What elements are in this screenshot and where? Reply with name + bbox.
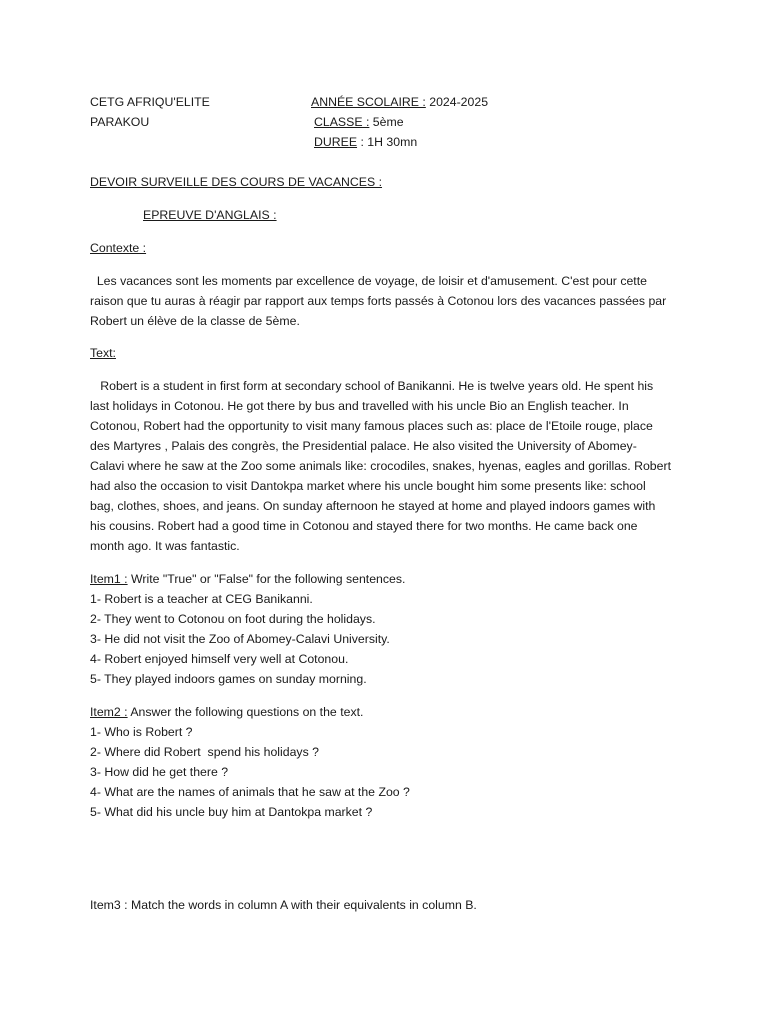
item2-question: 2- Where did Robert spend his holidays ? <box>90 745 319 759</box>
text-line: had also the occasion to visit Dantokpa market where his uncle bought him some presents like: school <box>90 479 646 493</box>
text-line: his cousins. Robert had a good time in Cotonou and stayed there for two months. He came back one <box>90 519 638 533</box>
class-info <box>314 112 404 132</box>
text-line: Calavi where he saw at the Zoo some animals like: crocodiles, snakes, hyenas, eagles and gorillas. Robert <box>90 459 671 473</box>
exam-title: DEVOIR SURVEILLE DES COURS DE VACANCES : <box>90 175 383 189</box>
item1-instruction-line <box>90 569 680 589</box>
item2-question: 5- What did his uncle buy him at Dantokpa market ? <box>90 805 373 819</box>
context-line: Les vacances sont les moments par excellence de voyage, de loisir et d'amusement. C'est pour cette <box>90 274 647 288</box>
item1-instruction: Write "True" or "False" for the following sentences. <box>127 572 406 586</box>
item1-sentence: 3- He did not visit the Zoo of Abomey-Calavi University. <box>90 632 390 646</box>
school-year-value: 2024-2025 <box>425 95 489 109</box>
text-line: last holidays in Cotonou. He got there by bus and travelled with his uncle Bio an English teacher. In <box>90 399 629 413</box>
exam-subtitle: EPREUVE D'ANGLAIS : <box>143 208 277 222</box>
context-heading: Contexte : <box>90 241 147 255</box>
class-label: CLASSE : <box>314 115 370 129</box>
item2-instruction-line <box>90 702 680 722</box>
item2-label: Item2 : <box>90 705 128 719</box>
text-line: bag, clothes, shoes, and jeans. On sunday afternoon he stayed at home and played indoors games with <box>90 499 656 513</box>
item2-question: 4- What are the names of animals that he saw at the Zoo ? <box>90 785 410 799</box>
item1-sentence: 2- They went to Cotonou on foot during the holidays. <box>90 612 376 626</box>
text-line: Cotonou, Robert had the opportunity to visit many famous places such as: place de l'Etoile rouge, place <box>90 419 653 433</box>
text-heading: Text: <box>90 346 116 360</box>
school-name: CETG AFRIQU'ELITE <box>90 95 210 109</box>
item1-sentence: 1- Robert is a teacher at CEG Banikanni. <box>90 592 313 606</box>
item2-section <box>90 702 680 822</box>
school-year <box>311 92 488 112</box>
item2-question: 3- How did he get there ? <box>90 765 229 779</box>
school-year-label: ANNÉE SCOLAIRE : <box>311 95 426 109</box>
item1-section <box>90 569 680 689</box>
duration-label: DUREE <box>314 135 358 149</box>
text-line: Robert is a student in first form at secondary school of Banikanni. He is twelve years old. He spent his <box>90 379 654 393</box>
item1-label: Item1 : <box>90 572 128 586</box>
context-paragraph <box>90 271 680 331</box>
item2-instruction: Answer the following questions on the text. <box>127 705 364 719</box>
duration-info <box>314 132 417 152</box>
item1-sentence: 4- Robert enjoyed himself very well at Cotonou. <box>90 652 349 666</box>
text-line: des Martyres , Palais des congrès, the Presidential palace. He also visited the University of Abomey- <box>90 439 637 453</box>
class-value: 5ème <box>369 115 404 129</box>
text-line: month ago. It was fantastic. <box>90 539 240 553</box>
school-city: PARAKOU <box>90 115 150 129</box>
context-line: raison que tu auras à réagir par rapport aux temps forts passés à Cotonou lors des vacances passées par <box>90 294 667 308</box>
text-paragraph <box>90 376 680 556</box>
context-line: Robert un élève de la classe de 5ème. <box>90 314 300 328</box>
item2-question: 1- Who is Robert ? <box>90 725 193 739</box>
duration-value: : 1H 30mn <box>357 135 418 149</box>
item1-sentence: 5- They played indoors games on sunday morning. <box>90 672 367 686</box>
item3-instruction: Item3 : Match the words in column A with their equivalents in column B. <box>90 898 477 912</box>
